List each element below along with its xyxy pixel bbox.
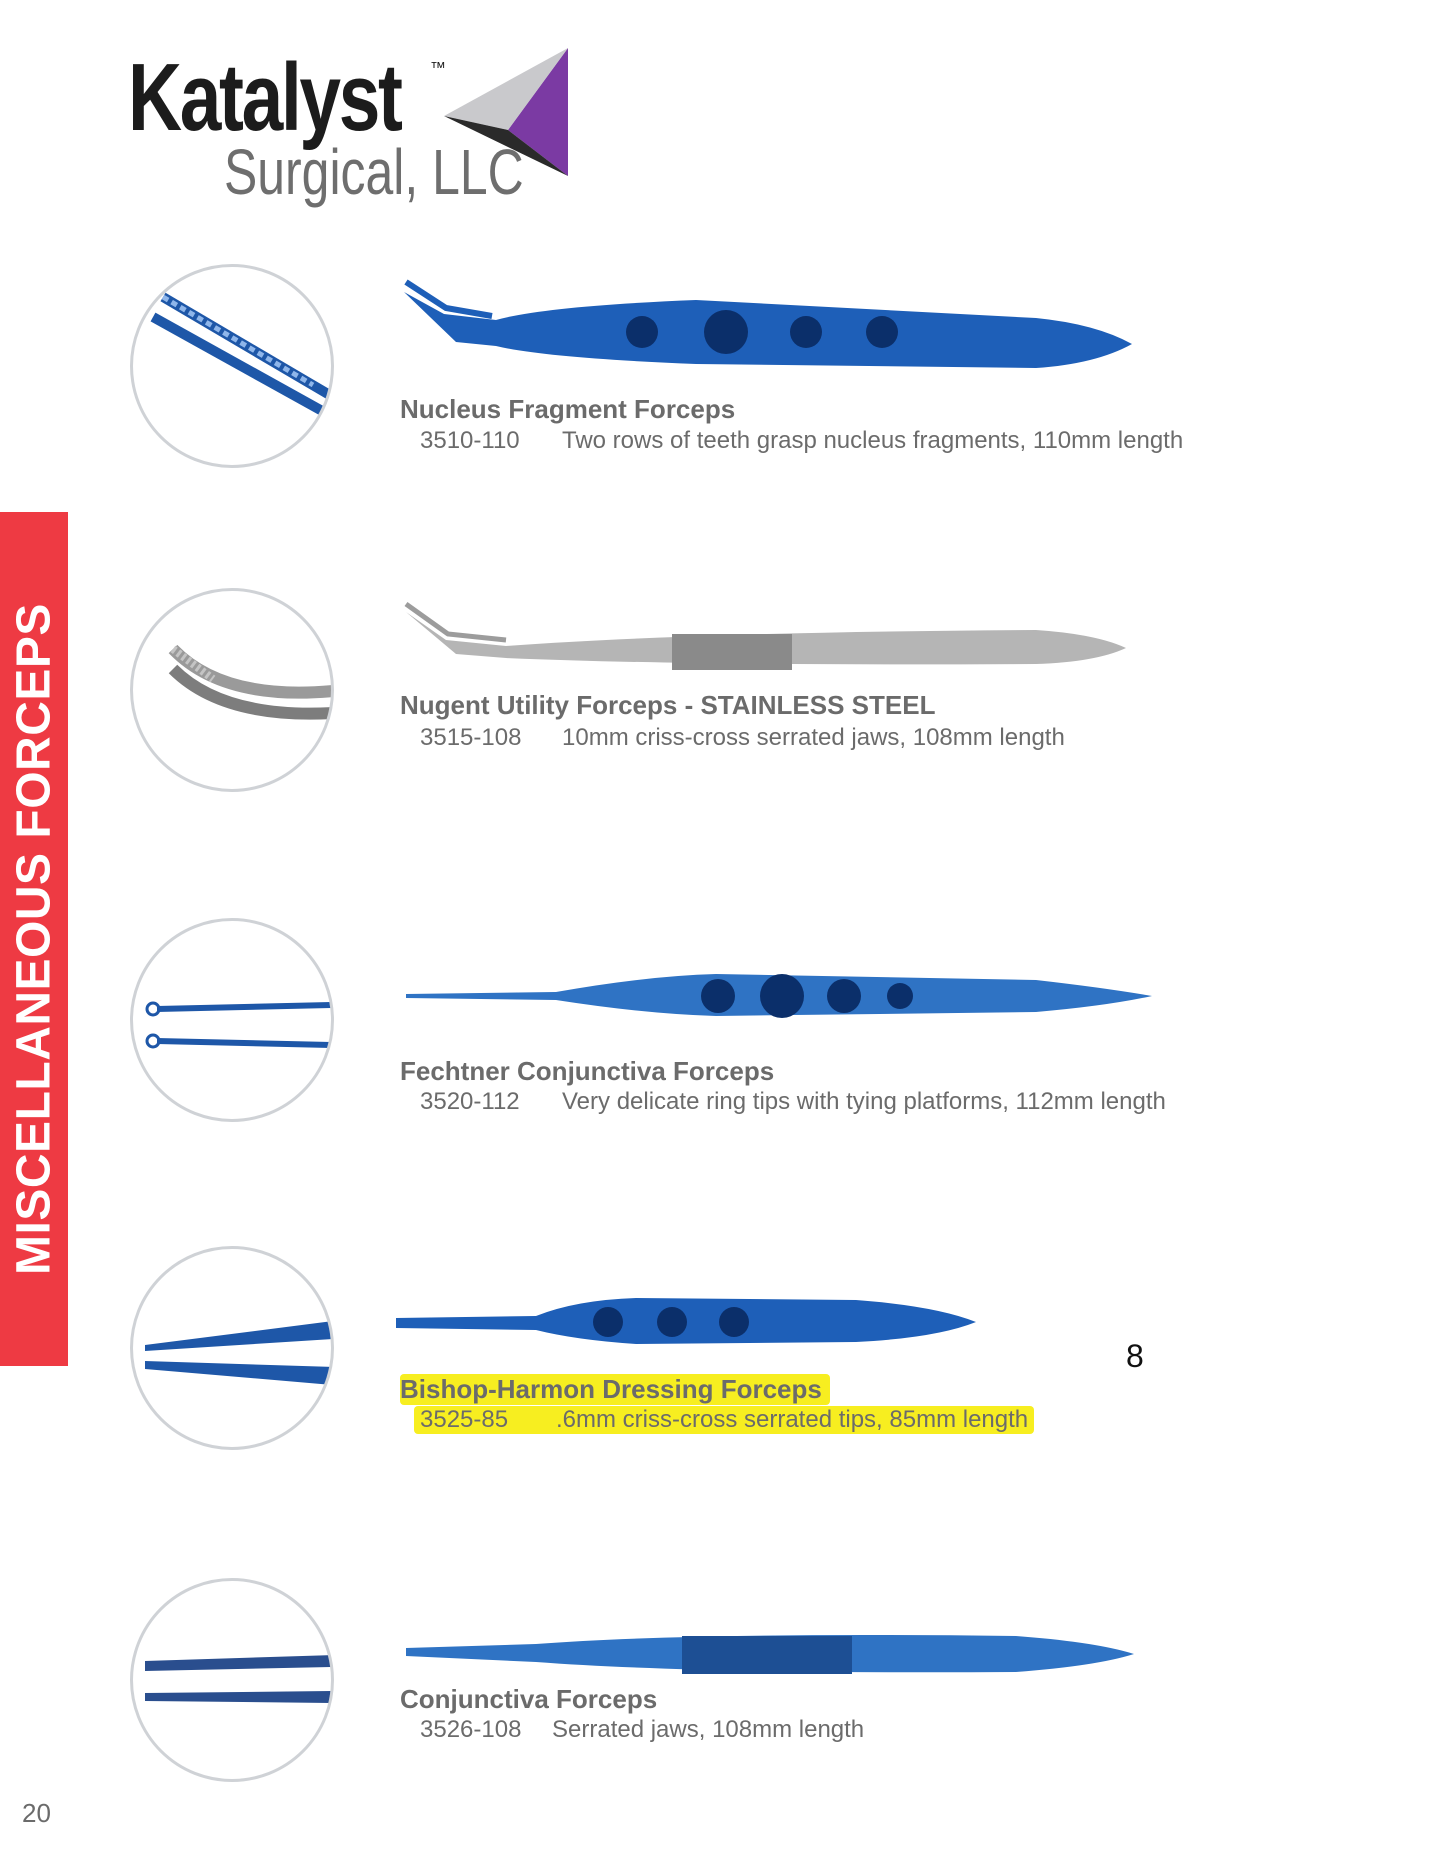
forceps-instrument-icon — [396, 592, 1156, 702]
forceps-tip-detail-icon — [130, 1578, 334, 1782]
forceps-instrument-icon — [396, 940, 1156, 1050]
product-description: .6mm criss-cross serrated tips, 85mm length — [556, 1406, 1029, 1433]
brand-logo — [128, 40, 588, 220]
brand-name: Katalyst — [128, 44, 401, 151]
forceps-tip-detail-icon — [130, 918, 334, 1122]
product-name: Nugent Utility Forceps - STAINLESS STEEL — [400, 690, 936, 720]
product-description: Two rows of teeth grasp nucleus fragments, 110mm length — [562, 427, 1184, 454]
product-item — [0, 1250, 1445, 1490]
product-code: 3515-108 — [420, 724, 522, 751]
product-code: 3526-108 — [420, 1716, 522, 1743]
brand-trademark: ™ — [430, 60, 446, 77]
product-spec-line — [420, 1716, 864, 1744]
page-number: 20 — [22, 1798, 51, 1828]
forceps-tip-detail-icon — [130, 1246, 334, 1450]
product-item — [0, 920, 1445, 1160]
brand-subtitle: Surgical, LLC — [224, 136, 524, 208]
product-name: Conjunctiva Forceps — [400, 1684, 658, 1714]
annotation-number: 8 — [1126, 1338, 1144, 1374]
product-item — [0, 590, 1445, 830]
product-name: Nucleus Fragment Forceps — [400, 394, 736, 424]
product-code: 3510-110 — [420, 427, 520, 454]
product-item — [0, 260, 1445, 500]
product-spec-line — [420, 724, 1065, 752]
product-code: 3520-112 — [420, 1088, 520, 1115]
product-code: 3525-85 — [420, 1406, 509, 1433]
product-description: Very delicate ring tips with tying platforms, 112mm length — [562, 1088, 1166, 1115]
product-name: Bishop-Harmon Dressing Forceps — [400, 1374, 830, 1405]
product-spec-line — [420, 427, 1183, 455]
product-item — [0, 1578, 1445, 1818]
product-description: 10mm criss-cross serrated jaws, 108mm length — [562, 724, 1065, 751]
forceps-tip-detail-icon — [130, 588, 334, 792]
forceps-tip-detail-icon — [130, 264, 334, 468]
product-spec-line — [420, 1088, 1166, 1116]
section-tab-label: MISCELLANEOUS FORCEPS — [7, 603, 61, 1275]
product-name: Fechtner Conjunctiva Forceps — [400, 1056, 775, 1086]
product-spec-line — [414, 1406, 1034, 1434]
forceps-instrument-icon — [396, 272, 1156, 382]
product-description: Serrated jaws, 108mm length — [552, 1716, 865, 1743]
